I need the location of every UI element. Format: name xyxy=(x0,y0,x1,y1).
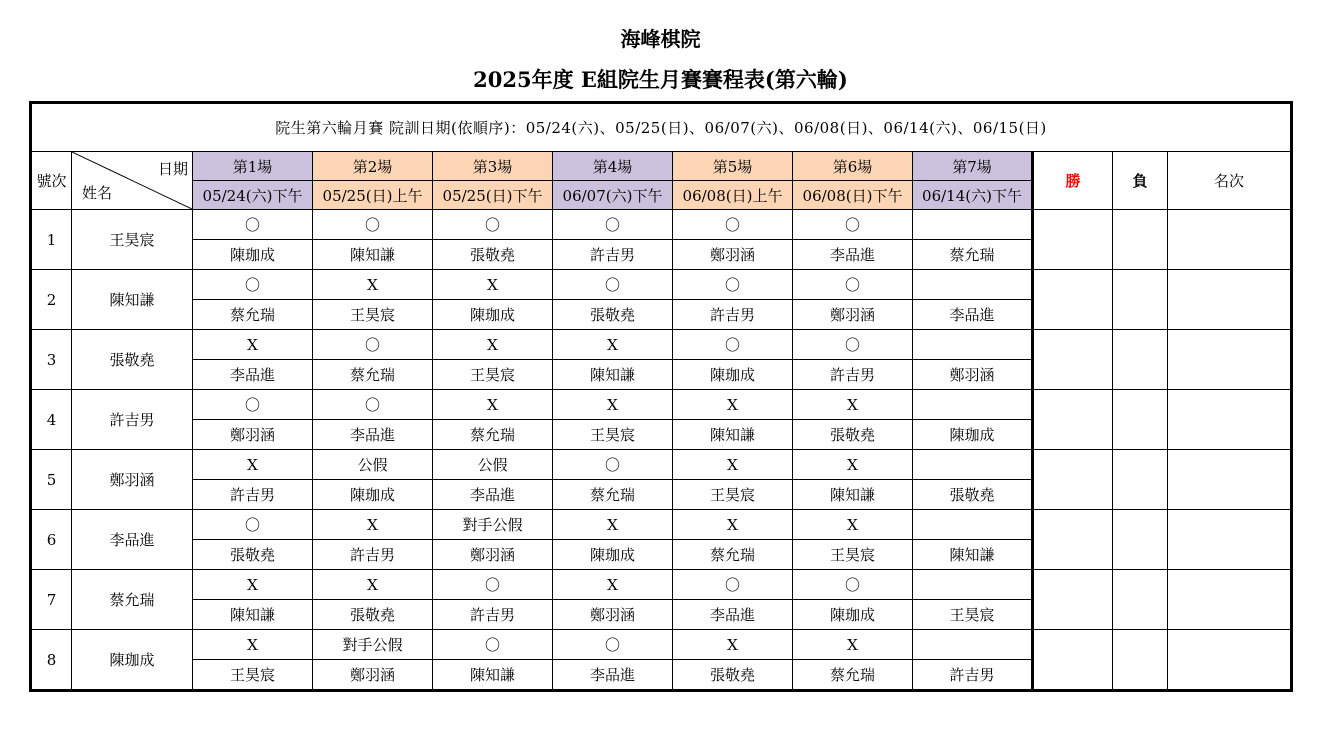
match-result: X xyxy=(553,510,673,540)
match-result: X xyxy=(313,570,433,600)
match-result: X xyxy=(793,630,913,660)
player-no: 6 xyxy=(31,510,72,570)
match-opponent: 鄭羽涵 xyxy=(193,420,313,450)
match-result: X xyxy=(313,270,433,300)
rank-cell[interactable] xyxy=(1168,330,1292,390)
win-cell[interactable] xyxy=(1033,270,1113,330)
match-opponent: 陳知謙 xyxy=(793,480,913,510)
player-name: 蔡允瑞 xyxy=(72,570,193,630)
rank-cell[interactable] xyxy=(1168,390,1292,450)
lose-cell[interactable] xyxy=(1113,630,1168,691)
match-result: 〇 xyxy=(313,330,433,360)
match-result: X xyxy=(433,390,553,420)
schedule-dates: 院生第六輪月賽 院訓日期(依順序)：05/24(六)、05/25(日)、06/07(六)、06/08(日)、06/14(六)、06/15(日) xyxy=(31,103,1292,152)
round-label-1: 第1場 xyxy=(193,152,313,181)
match-opponent: 許吉男 xyxy=(913,660,1033,691)
match-result xyxy=(913,570,1033,600)
match-result: 〇 xyxy=(793,270,913,300)
win-cell[interactable] xyxy=(1033,210,1113,270)
match-opponent: 許吉男 xyxy=(793,360,913,390)
match-result xyxy=(913,510,1033,540)
player-name: 陳珈成 xyxy=(72,630,193,691)
lose-cell[interactable] xyxy=(1113,570,1168,630)
match-opponent: 陳知謙 xyxy=(913,540,1033,570)
match-opponent: 陳珈成 xyxy=(193,240,313,270)
match-opponent: 李品進 xyxy=(913,300,1033,330)
match-result: 〇 xyxy=(673,210,793,240)
header-date: 日期 xyxy=(157,160,188,178)
match-result: 公假 xyxy=(313,450,433,480)
rank-cell[interactable] xyxy=(1168,570,1292,630)
round-date-1: 05/24(六)下午 xyxy=(193,181,313,210)
match-result: 〇 xyxy=(793,330,913,360)
match-result: 〇 xyxy=(433,630,553,660)
rank-cell[interactable] xyxy=(1168,270,1292,330)
match-result: X xyxy=(193,630,313,660)
match-opponent: 陳珈成 xyxy=(313,480,433,510)
round-label-5: 第5場 xyxy=(673,152,793,181)
match-result: X xyxy=(553,570,673,600)
match-result: X xyxy=(193,450,313,480)
match-result xyxy=(913,270,1033,300)
player-row xyxy=(31,630,1292,660)
player-row xyxy=(31,450,1292,480)
player-row xyxy=(31,510,1292,540)
header-date-name xyxy=(72,152,193,210)
match-result: X xyxy=(553,330,673,360)
match-result: 〇 xyxy=(433,570,553,600)
match-opponent: 王昊宸 xyxy=(313,300,433,330)
player-no: 5 xyxy=(31,450,72,510)
match-opponent: 王昊宸 xyxy=(793,540,913,570)
match-result: X xyxy=(793,450,913,480)
match-result: 〇 xyxy=(193,210,313,240)
match-result: 〇 xyxy=(553,630,673,660)
player-no: 7 xyxy=(31,570,72,630)
player-name: 張敬堯 xyxy=(72,330,193,390)
match-result: 對手公假 xyxy=(313,630,433,660)
lose-cell[interactable] xyxy=(1113,390,1168,450)
player-name: 許吉男 xyxy=(72,390,193,450)
match-result: X xyxy=(673,510,793,540)
match-result: 對手公假 xyxy=(433,510,553,540)
match-result: 〇 xyxy=(193,510,313,540)
match-result: 〇 xyxy=(793,210,913,240)
win-cell[interactable] xyxy=(1033,450,1113,510)
round-label-6: 第6場 xyxy=(793,152,913,181)
match-opponent: 蔡允瑞 xyxy=(673,540,793,570)
round-label-2: 第2場 xyxy=(313,152,433,181)
match-opponent: 蔡允瑞 xyxy=(313,360,433,390)
player-row xyxy=(31,570,1292,600)
match-result: 〇 xyxy=(673,270,793,300)
match-opponent: 許吉男 xyxy=(433,600,553,630)
round-date-4: 06/07(六)下午 xyxy=(553,181,673,210)
match-opponent: 張敬堯 xyxy=(673,660,793,691)
win-cell[interactable] xyxy=(1033,390,1113,450)
match-opponent: 許吉男 xyxy=(313,540,433,570)
round-label-7: 第7場 xyxy=(913,152,1033,181)
round-date-7: 06/14(六)下午 xyxy=(913,181,1033,210)
round-label-4: 第4場 xyxy=(553,152,673,181)
match-opponent: 張敬堯 xyxy=(313,600,433,630)
player-no: 1 xyxy=(31,210,72,270)
match-opponent: 李品進 xyxy=(553,660,673,691)
match-result: 公假 xyxy=(433,450,553,480)
player-no: 4 xyxy=(31,390,72,450)
match-opponent: 王昊宸 xyxy=(433,360,553,390)
match-opponent: 陳知謙 xyxy=(553,360,673,390)
match-opponent: 蔡允瑞 xyxy=(553,480,673,510)
match-opponent: 蔡允瑞 xyxy=(193,300,313,330)
match-opponent: 張敬堯 xyxy=(913,480,1033,510)
match-result xyxy=(913,390,1033,420)
player-name: 王昊宸 xyxy=(72,210,193,270)
round-date-6: 06/08(日)下午 xyxy=(793,181,913,210)
rank-cell[interactable] xyxy=(1168,630,1292,691)
match-opponent: 張敬堯 xyxy=(793,420,913,450)
match-opponent: 李品進 xyxy=(193,360,313,390)
rank-cell[interactable] xyxy=(1168,510,1292,570)
player-row xyxy=(31,330,1292,360)
rank-cell[interactable] xyxy=(1168,450,1292,510)
round-date-5: 06/08(日)上午 xyxy=(673,181,793,210)
match-result: 〇 xyxy=(793,570,913,600)
player-name: 鄭羽涵 xyxy=(72,450,193,510)
header-rank: 名次 xyxy=(1168,152,1292,210)
match-result: 〇 xyxy=(673,330,793,360)
player-no: 8 xyxy=(31,630,72,691)
match-result: X xyxy=(193,330,313,360)
match-opponent: 蔡允瑞 xyxy=(793,660,913,691)
match-result: X xyxy=(793,390,913,420)
match-opponent: 李品進 xyxy=(673,600,793,630)
header-lose: 負 xyxy=(1113,152,1168,210)
match-opponent: 鄭羽涵 xyxy=(913,360,1033,390)
match-result: 〇 xyxy=(193,270,313,300)
match-result: X xyxy=(433,270,553,300)
match-opponent: 王昊宸 xyxy=(193,660,313,691)
match-opponent: 張敬堯 xyxy=(433,240,553,270)
match-result: 〇 xyxy=(433,210,553,240)
player-row xyxy=(31,210,1292,240)
match-result: 〇 xyxy=(193,390,313,420)
match-result xyxy=(913,330,1033,360)
match-result: 〇 xyxy=(553,450,673,480)
win-cell[interactable] xyxy=(1033,510,1113,570)
match-opponent: 陳知謙 xyxy=(673,420,793,450)
match-opponent: 許吉男 xyxy=(193,480,313,510)
match-opponent: 鄭羽涵 xyxy=(433,540,553,570)
round-label-3: 第3場 xyxy=(433,152,553,181)
win-cell[interactable] xyxy=(1033,330,1113,390)
match-opponent: 陳珈成 xyxy=(673,360,793,390)
match-result: 〇 xyxy=(313,210,433,240)
match-result: X xyxy=(193,570,313,600)
player-name: 李品進 xyxy=(72,510,193,570)
match-result xyxy=(913,210,1033,240)
match-opponent: 陳珈成 xyxy=(433,300,553,330)
header-win: 勝 xyxy=(1033,152,1113,210)
match-result: X xyxy=(673,450,793,480)
match-result: X xyxy=(673,390,793,420)
match-opponent: 王昊宸 xyxy=(913,600,1033,630)
match-result: X xyxy=(313,510,433,540)
header-no: 號次 xyxy=(31,152,72,210)
match-result: 〇 xyxy=(673,570,793,600)
match-opponent: 陳知謙 xyxy=(193,600,313,630)
schedule-table xyxy=(29,101,1293,692)
page-title: 海峰棋院 xyxy=(620,27,701,51)
match-opponent: 鄭羽涵 xyxy=(673,240,793,270)
round-date-3: 05/25(日)下午 xyxy=(433,181,553,210)
win-cell[interactable] xyxy=(1033,630,1113,691)
page-subtitle: 2025年度 E組院生月賽賽程表(第六輪) xyxy=(473,67,848,92)
match-opponent: 王昊宸 xyxy=(673,480,793,510)
match-opponent: 李品進 xyxy=(313,420,433,450)
match-result xyxy=(913,630,1033,660)
match-opponent: 蔡允瑞 xyxy=(913,240,1033,270)
match-opponent: 李品進 xyxy=(793,240,913,270)
match-opponent: 張敬堯 xyxy=(553,300,673,330)
lose-cell[interactable] xyxy=(1113,330,1168,390)
player-row xyxy=(31,390,1292,420)
match-opponent: 陳珈成 xyxy=(793,600,913,630)
match-opponent: 鄭羽涵 xyxy=(553,600,673,630)
match-result: 〇 xyxy=(553,210,673,240)
player-row xyxy=(31,270,1292,300)
match-result: X xyxy=(433,330,553,360)
match-opponent: 張敬堯 xyxy=(193,540,313,570)
match-opponent: 陳知謙 xyxy=(433,660,553,691)
match-result: X xyxy=(553,390,673,420)
lose-cell[interactable] xyxy=(1113,450,1168,510)
match-opponent: 許吉男 xyxy=(553,240,673,270)
match-opponent: 鄭羽涵 xyxy=(313,660,433,691)
header-name: 姓名 xyxy=(82,184,113,202)
match-opponent: 陳知謙 xyxy=(313,240,433,270)
win-cell[interactable] xyxy=(1033,570,1113,630)
round-date-2: 05/25(日)上午 xyxy=(313,181,433,210)
match-opponent: 陳珈成 xyxy=(553,540,673,570)
lose-cell[interactable] xyxy=(1113,510,1168,570)
lose-cell[interactable] xyxy=(1113,210,1168,270)
match-opponent: 陳珈成 xyxy=(913,420,1033,450)
match-result: X xyxy=(793,510,913,540)
player-name: 陳知謙 xyxy=(72,270,193,330)
match-opponent: 李品進 xyxy=(433,480,553,510)
match-opponent: 鄭羽涵 xyxy=(793,300,913,330)
match-result: X xyxy=(673,630,793,660)
player-no: 3 xyxy=(31,330,72,390)
match-opponent: 許吉男 xyxy=(673,300,793,330)
player-no: 2 xyxy=(31,270,72,330)
match-result: 〇 xyxy=(553,270,673,300)
rank-cell[interactable] xyxy=(1168,210,1292,270)
match-opponent: 王昊宸 xyxy=(553,420,673,450)
match-result: 〇 xyxy=(313,390,433,420)
match-result xyxy=(913,450,1033,480)
lose-cell[interactable] xyxy=(1113,270,1168,330)
match-opponent: 蔡允瑞 xyxy=(433,420,553,450)
